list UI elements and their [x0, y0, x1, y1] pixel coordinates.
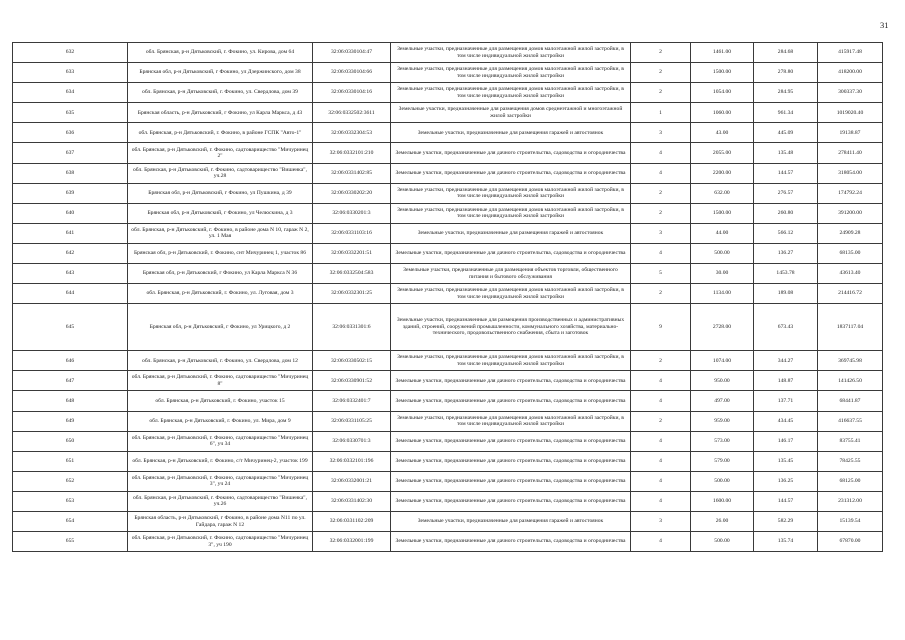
table-row: [13, 451, 883, 471]
group-cell: 3: [631, 123, 691, 143]
table-row: [13, 284, 883, 304]
group-cell: 2: [631, 351, 691, 371]
specific-value-cell: 434.45: [754, 411, 818, 431]
table-row: [13, 511, 883, 531]
cadastral-cost-cell: 67870.00: [818, 532, 883, 552]
table-row: [13, 203, 883, 223]
table-row: [13, 351, 883, 371]
cadastral-cost-cell: 415917.48: [818, 43, 883, 63]
group-cell: 4: [631, 391, 691, 411]
address-cell: обл. Брянская, р-н Дятьковский, г. Фокино, ул. Свердлова, дом 39: [128, 83, 313, 103]
area-cell: 497.00: [691, 391, 754, 411]
address-cell: Брянская обл, р-н Дятьковский, г Фокино, ул Пушкина, д 39: [128, 183, 313, 203]
area-cell: 573.00: [691, 431, 754, 451]
cadastral-number-cell: 32:06:0332101:210: [313, 143, 391, 163]
cadastral-cost-cell: 369745.98: [818, 351, 883, 371]
table-row: [13, 43, 883, 63]
specific-value-cell: 135.45: [754, 451, 818, 471]
area-cell: 500.00: [691, 243, 754, 263]
area-cell: 1060.00: [691, 103, 754, 123]
specific-value-cell: 144.57: [754, 491, 818, 511]
cadastral-cost-cell: 83755.41: [818, 431, 883, 451]
row-number-cell: 652: [13, 471, 128, 491]
area-cell: 44.00: [691, 223, 754, 243]
cadastral-value-table: [12, 42, 883, 552]
cadastral-number-cell: 32:06:0332304:53: [313, 123, 391, 143]
cadastral-number-cell: 32:06:0330701:3: [313, 431, 391, 451]
group-cell: 4: [631, 143, 691, 163]
address-cell: обл. Брянская, р-н Дятьковский, г. Фокино, ул. Луговая, дом 3: [128, 284, 313, 304]
cadastral-number-cell: 32:06:0330502:15: [313, 351, 391, 371]
group-cell: 4: [631, 163, 691, 183]
area-cell: 500.00: [691, 532, 754, 552]
specific-value-cell: 582.29: [754, 511, 818, 531]
row-number-cell: 636: [13, 123, 128, 143]
group-cell: 3: [631, 223, 691, 243]
specific-value-cell: 135.74: [754, 532, 818, 552]
land-use-cell: Земельные участки, предназначенные для дачного строительства, садоводства и огородничества: [391, 471, 631, 491]
land-use-cell: Земельные участки, предназначенные для размещения гаражей и автостоянок: [391, 223, 631, 243]
area-cell: 1134.00: [691, 284, 754, 304]
table-row: [13, 411, 883, 431]
specific-value-cell: 137.71: [754, 391, 818, 411]
row-number-cell: 653: [13, 491, 128, 511]
land-use-cell: Земельные участки, предназначенные для дачного строительства, садоводства и огородничества: [391, 243, 631, 263]
area-cell: 1500.00: [691, 63, 754, 83]
area-cell: 579.00: [691, 451, 754, 471]
cadastral-number-cell: 32:06:0332001:21: [313, 471, 391, 491]
cadastral-cost-cell: 19138.87: [818, 123, 883, 143]
cadastral-cost-cell: 231312.00: [818, 491, 883, 511]
address-cell: Брянская обл, р-н Дятьковский, г Фокино, ул Карла Маркса N 36: [128, 264, 313, 284]
table-row: [13, 304, 883, 351]
row-number-cell: 635: [13, 103, 128, 123]
cadastral-cost-cell: 174792.24: [818, 183, 883, 203]
table-row: [13, 431, 883, 451]
row-number-cell: 641: [13, 223, 128, 243]
cadastral-cost-cell: 1837117.04: [818, 304, 883, 351]
area-cell: 43.00: [691, 123, 754, 143]
table-row: [13, 83, 883, 103]
address-cell: обл. Брянская, р-н Дятьковский, г. Фокино, ул. Свердлова, дом 12: [128, 351, 313, 371]
cadastral-number-cell: 32:06:0332201:51: [313, 243, 391, 263]
group-cell: 4: [631, 491, 691, 511]
page-number: 31: [880, 20, 889, 30]
table-row: [13, 223, 883, 243]
row-number-cell: 638: [13, 163, 128, 183]
group-cell: 4: [631, 243, 691, 263]
land-use-cell: Земельные участки, предназначенные для размещения домов малоэтажной жилой застройки, в том числе индивидуальной жилой застройки: [391, 411, 631, 431]
row-number-cell: 651: [13, 451, 128, 471]
land-use-cell: Земельные участки, предназначенные для дачного строительства, садоводства и огородничества: [391, 163, 631, 183]
land-use-cell: Земельные участки, предназначенные для дачного строительства, садоводства и огородничества: [391, 143, 631, 163]
address-cell: обл. Брянская, р-н Дятьковский, г. Фокино, садтоварищество "Вишенка", уч.26: [128, 491, 313, 511]
area-cell: 500.00: [691, 471, 754, 491]
address-cell: обл. Брянская, р-н Дятьковский, г. Фокино, в районе ГСПК "Авто-1": [128, 123, 313, 143]
specific-value-cell: 260.80: [754, 203, 818, 223]
row-number-cell: 655: [13, 532, 128, 552]
row-number-cell: 637: [13, 143, 128, 163]
address-cell: обл. Брянская, р-н Дятьковский, г. Фокино, садтоварищество "Мичуринец 8": [128, 371, 313, 391]
address-cell: обл. Брянская, р-н Дятьковский, г. Фокино, садтоварищество "Мичуринец 2": [128, 143, 313, 163]
cadastral-number-cell: 32:06:0332101:196: [313, 451, 391, 471]
address-cell: Брянская обл, р-н Дятьковский, г Фокино, ул Челюскина, д 3: [128, 203, 313, 223]
group-cell: 4: [631, 431, 691, 451]
land-use-cell: Земельные участки, предназначенные для размещения домов малоэтажной жилой застройки, в том числе индивидуальной жилой застройки: [391, 351, 631, 371]
row-number-cell: 640: [13, 203, 128, 223]
specific-value-cell: 136.27: [754, 243, 818, 263]
land-use-cell: Земельные участки, предназначенные для размещения домов малоэтажной жилой застройки, в том числе индивидуальной жилой застройки: [391, 284, 631, 304]
cadastral-cost-cell: 300337.30: [818, 83, 883, 103]
address-cell: обл. Брянская, р-н Дятьковский, г. Фокино, ул. Кирова, дом 64: [128, 43, 313, 63]
area-cell: 1500.00: [691, 203, 754, 223]
area-cell: 1600.00: [691, 491, 754, 511]
specific-value-cell: 148.87: [754, 371, 818, 391]
cadastral-cost-cell: 43613.40: [818, 264, 883, 284]
cadastral-cost-cell: 24909.28: [818, 223, 883, 243]
specific-value-cell: 673.43: [754, 304, 818, 351]
row-number-cell: 634: [13, 83, 128, 103]
cadastral-number-cell: 32:06:0330104:66: [313, 63, 391, 83]
group-cell: 4: [631, 532, 691, 552]
table-row: [13, 183, 883, 203]
specific-value-cell: 284.68: [754, 43, 818, 63]
area-cell: 959.00: [691, 411, 754, 431]
address-cell: Брянская область, р-н Дятьковский, г Фокино, в районе дома N11 по ул. Гайдара, гараж N 12: [128, 511, 313, 531]
cadastral-cost-cell: 416637.55: [818, 411, 883, 431]
area-cell: 2055.00: [691, 143, 754, 163]
cadastral-cost-cell: 78425.55: [818, 451, 883, 471]
area-cell: 2728.00: [691, 304, 754, 351]
area-cell: 950.00: [691, 371, 754, 391]
group-cell: 2: [631, 63, 691, 83]
address-cell: обл. Брянская, р-н Дятьковский, г. Фокино, садтоварищество "Мичуринец 3", уч 190: [128, 532, 313, 552]
address-cell: Брянская обл, р-н Дятьковский, г Фокино, ул Урицкого, д 2: [128, 304, 313, 351]
land-use-cell: Земельные участки, предназначенные для размещения домов малоэтажной жилой застройки, в том числе индивидуальной жилой застройки: [391, 83, 631, 103]
land-use-cell: Земельные участки, предназначенные для дачного строительства, садоводства и огородничества: [391, 431, 631, 451]
specific-value-cell: 344.27: [754, 351, 818, 371]
address-cell: Брянская область, р-н Дятьковский, г Фокино, ул Карла Маркса, д 43: [128, 103, 313, 123]
address-cell: обл. Брянская, р-н Дятьковский, г. Фокино, ул. Мира, дом 9: [128, 411, 313, 431]
row-number-cell: 632: [13, 43, 128, 63]
land-use-cell: Земельные участки, предназначенные для размещения гаражей и автостоянок: [391, 123, 631, 143]
cadastral-number-cell: 32:06:0331105:25: [313, 411, 391, 431]
row-number-cell: 643: [13, 264, 128, 284]
group-cell: 1: [631, 103, 691, 123]
cadastral-number-cell: 32:06:0331402:30: [313, 491, 391, 511]
row-number-cell: 646: [13, 351, 128, 371]
table-row: [13, 532, 883, 552]
cadastral-number-cell: 32:06:0331102:209: [313, 511, 391, 531]
table-row: [13, 63, 883, 83]
cadastral-cost-cell: 391200.00: [818, 203, 883, 223]
group-cell: 2: [631, 43, 691, 63]
address-cell: обл. Брянская, р-н Дятьковский, г. Фокино, участок 15: [128, 391, 313, 411]
table-row: [13, 103, 883, 123]
group-cell: 2: [631, 183, 691, 203]
cadastral-cost-cell: 68135.00: [818, 243, 883, 263]
specific-value-cell: 144.57: [754, 163, 818, 183]
group-cell: 4: [631, 451, 691, 471]
address-cell: Брянская обл, р-н Дятьковский, г. Фокино, снт Мичуринец 1, участок 86: [128, 243, 313, 263]
table-row: [13, 143, 883, 163]
land-use-cell: Земельные участки, предназначенные для размещения объектов торговли, общественного питания и бытового обслуживания: [391, 264, 631, 284]
group-cell: 5: [631, 264, 691, 284]
address-cell: обл. Брянская, р-н Дятьковский, г. Фокино, садтоварищество "Мичуринец 6", уч 34: [128, 431, 313, 451]
row-number-cell: 647: [13, 371, 128, 391]
table-row: [13, 163, 883, 183]
specific-value-cell: 146.17: [754, 431, 818, 451]
group-cell: 2: [631, 203, 691, 223]
cadastral-number-cell: 32:06:0330901:52: [313, 371, 391, 391]
land-use-cell: Земельные участки, предназначенные для размещения домов малоэтажной жилой застройки, в том числе индивидуальной жилой застройки: [391, 203, 631, 223]
cadastral-cost-cell: 15139.54: [818, 511, 883, 531]
row-number-cell: 633: [13, 63, 128, 83]
group-cell: 9: [631, 304, 691, 351]
table-row: [13, 123, 883, 143]
cadastral-cost-cell: 68125.00: [818, 471, 883, 491]
cadastral-number-cell: 32:06:0332301:25: [313, 284, 391, 304]
land-use-cell: Земельные участки, предназначенные для дачного строительства, садоводства и огородничества: [391, 451, 631, 471]
address-cell: обл. Брянская, р-н Дятьковский, г. Фокино, в районе дома N 10, гараж N 2, ул. 1 Мая: [128, 223, 313, 243]
row-number-cell: 649: [13, 411, 128, 431]
land-use-cell: Земельные участки, предназначенные для дачного строительства, садоводства и огородничества: [391, 391, 631, 411]
group-cell: 4: [631, 371, 691, 391]
area-cell: 1074.00: [691, 351, 754, 371]
table-body: [13, 43, 883, 552]
table-row: [13, 264, 883, 284]
table-row: [13, 371, 883, 391]
area-cell: 2200.00: [691, 163, 754, 183]
cadastral-cost-cell: 418200.00: [818, 63, 883, 83]
cadastral-number-cell: 32:06:0331301:6: [313, 304, 391, 351]
cadastral-cost-cell: 278411.40: [818, 143, 883, 163]
land-use-cell: Земельные участки, предназначенные для размещения домов малоэтажной жилой застройки, в том числе индивидуальной жилой застройки: [391, 43, 631, 63]
address-cell: Брянская обл, р-н Дятьковский, г Фокино, ул Дзержинского, дом 38: [128, 63, 313, 83]
row-number-cell: 645: [13, 304, 128, 351]
group-cell: 2: [631, 411, 691, 431]
cadastral-cost-cell: 141426.50: [818, 371, 883, 391]
specific-value-cell: 961.34: [754, 103, 818, 123]
cadastral-number-cell: 32:06:0330104:16: [313, 83, 391, 103]
cadastral-number-cell: 32:06:0331402:85: [313, 163, 391, 183]
land-use-cell: Земельные участки, предназначенные для размещения производственных и административных зданий, строений, сооружений промышленности, коммунального хозяйства, материально-технического, продовольственного снабжения, сбыта и заготовок: [391, 304, 631, 351]
land-use-cell: Земельные участки, предназначенные для дачного строительства, садоводства и огородничества: [391, 532, 631, 552]
table-row: [13, 471, 883, 491]
group-cell: 2: [631, 83, 691, 103]
cadastral-cost-cell: 68441.87: [818, 391, 883, 411]
cadastral-number-cell: 32:06:0330201:3: [313, 203, 391, 223]
table-row: [13, 491, 883, 511]
table-row: [13, 391, 883, 411]
area-cell: 26.00: [691, 511, 754, 531]
group-cell: 2: [631, 284, 691, 304]
land-use-cell: Земельные участки, предназначенные для размещения гаражей и автостоянок: [391, 511, 631, 531]
land-use-cell: Земельные участки, предназначенные для размещения домов малоэтажной жилой застройки, в том числе индивидуальной жилой застройки: [391, 63, 631, 83]
specific-value-cell: 189.08: [754, 284, 818, 304]
address-cell: обл. Брянская, р-н Дятьковский, г. Фокино, с/т Мичуринец-2, участок 199: [128, 451, 313, 471]
group-cell: 3: [631, 511, 691, 531]
row-number-cell: 648: [13, 391, 128, 411]
specific-value-cell: 284.95: [754, 83, 818, 103]
land-use-cell: Земельные участки, предназначенные для размещения домов малоэтажной жилой застройки, в том числе индивидуальной жилой застройки: [391, 183, 631, 203]
specific-value-cell: 276.57: [754, 183, 818, 203]
cadastral-number-cell: 32:06:0332401:7: [313, 391, 391, 411]
area-cell: 1461.00: [691, 43, 754, 63]
address-cell: обл. Брянская, р-н Дятьковский, г. Фокино, садтоварищество "Вишенка", уч.28: [128, 163, 313, 183]
land-use-cell: Земельные участки, предназначенные для дачного строительства, садоводства и огородничества: [391, 371, 631, 391]
cadastral-number-cell: 32:06:0332504:583: [313, 264, 391, 284]
land-use-cell: Земельные участки, предназначенные для дачного строительства, садоводства и огородничества: [391, 491, 631, 511]
area-cell: 632.00: [691, 183, 754, 203]
cadastral-number-cell: 32:06:0332001:199: [313, 532, 391, 552]
row-number-cell: 642: [13, 243, 128, 263]
cadastral-number-cell: 32:06:0332502:3611: [313, 103, 391, 123]
row-number-cell: 654: [13, 511, 128, 531]
land-use-cell: Земельные участки, предназначенные для размещения домов среднеэтажной и многоэтажной жилой застройки: [391, 103, 631, 123]
specific-value-cell: 445.09: [754, 123, 818, 143]
group-cell: 4: [631, 471, 691, 491]
row-number-cell: 650: [13, 431, 128, 451]
area-cell: 30.00: [691, 264, 754, 284]
cadastral-cost-cell: 214416.72: [818, 284, 883, 304]
table-row: [13, 243, 883, 263]
specific-value-cell: 135.48: [754, 143, 818, 163]
cadastral-number-cell: 32:06:0330104:47: [313, 43, 391, 63]
specific-value-cell: 566.12: [754, 223, 818, 243]
specific-value-cell: 1453.78: [754, 264, 818, 284]
area-cell: 1054.00: [691, 83, 754, 103]
cadastral-cost-cell: 318054.00: [818, 163, 883, 183]
specific-value-cell: 136.25: [754, 471, 818, 491]
row-number-cell: 639: [13, 183, 128, 203]
cadastral-number-cell: 32:06:0331103:16: [313, 223, 391, 243]
specific-value-cell: 278.80: [754, 63, 818, 83]
cadastral-cost-cell: 1019020.40: [818, 103, 883, 123]
row-number-cell: 644: [13, 284, 128, 304]
cadastral-number-cell: 32:06:0330202:20: [313, 183, 391, 203]
address-cell: обл. Брянская, р-н Дятьковский, г. Фокино, садтоварищество "Мичуринец 3", уч 24: [128, 471, 313, 491]
